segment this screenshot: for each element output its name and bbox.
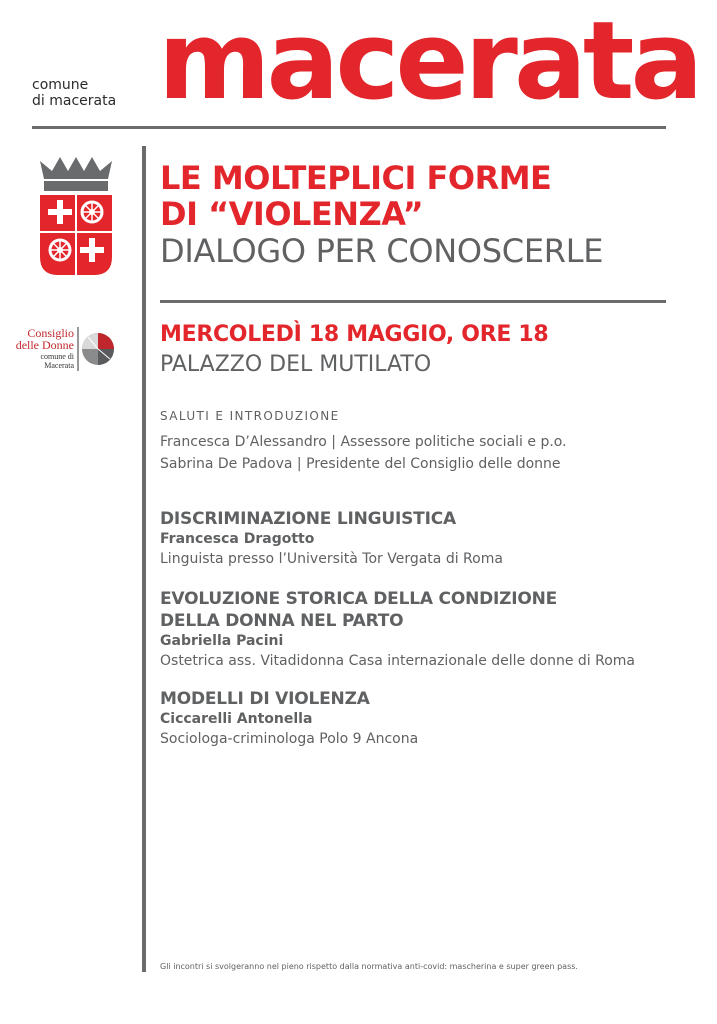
title-line-1: LE MOLTEPLICI FORME bbox=[160, 159, 552, 197]
event-title bbox=[160, 160, 680, 270]
talk-role: Ostetrica ass. Vitadidonna Casa internazionale delle donne di Roma bbox=[160, 653, 636, 669]
talk-role: Linguista presso l’Università Tor Vergata di Roma bbox=[160, 551, 503, 567]
coat-of-arms-icon bbox=[38, 155, 114, 277]
consiglio-delle-donne-logo bbox=[8, 325, 118, 373]
cdd-line-4: Macerata bbox=[44, 361, 74, 370]
talk-title: MODELLI DI VIOLENZA bbox=[160, 689, 370, 709]
saluti-line: Francesca D’Alessandro | Assessore politiche sociali e p.o. bbox=[160, 434, 567, 450]
saluti-line: Sabrina De Padova | Presidente del Consiglio delle donne bbox=[160, 456, 561, 472]
talk-item bbox=[160, 688, 680, 749]
comune-label bbox=[32, 77, 116, 109]
event-date-time: MERCOLEDÌ 18 MAGGIO, ORE 18 bbox=[160, 322, 549, 347]
brand-wordmark: macerata bbox=[158, 0, 700, 124]
cdd-line-2: delle Donne bbox=[15, 338, 74, 352]
title-divider bbox=[160, 300, 666, 303]
cdd-line-3: comune di bbox=[40, 352, 74, 361]
talk-speaker: Ciccarelli Antonella bbox=[160, 711, 313, 727]
talk-item bbox=[160, 588, 680, 671]
saluti-list bbox=[160, 431, 567, 475]
left-vertical-rule bbox=[142, 146, 146, 972]
comune-line-1: comune bbox=[32, 77, 89, 93]
talk-item bbox=[160, 508, 680, 569]
saluti-heading: SALUTI E INTRODUZIONE bbox=[160, 409, 340, 423]
comune-line-2: di macerata bbox=[32, 93, 117, 109]
event-venue: PALAZZO DEL MUTILATO bbox=[160, 352, 432, 377]
subtitle: DIALOGO PER CONOSCERLE bbox=[160, 232, 604, 270]
talk-role: Sociologa-criminologa Polo 9 Ancona bbox=[160, 731, 419, 747]
talk-title: EVOLUZIONE STORICA DELLA CONDIZIONE bbox=[160, 589, 558, 609]
talk-speaker: Gabriella Pacini bbox=[160, 633, 284, 649]
footer-note: Gli incontri si svolgeranno nel pieno rispetto dalla normativa anti-covid: mascherina e super green pass. bbox=[160, 962, 578, 971]
talk-title: DELLA DONNA NEL PARTO bbox=[160, 611, 404, 631]
talk-title: DISCRIMINAZIONE LINGUISTICA bbox=[160, 509, 456, 529]
cdd-line-1: Consiglio bbox=[27, 326, 74, 340]
talk-speaker: Francesca Dragotto bbox=[160, 531, 315, 547]
title-line-2: DI “VIOLENZA” bbox=[160, 195, 424, 233]
header-divider bbox=[32, 126, 666, 129]
